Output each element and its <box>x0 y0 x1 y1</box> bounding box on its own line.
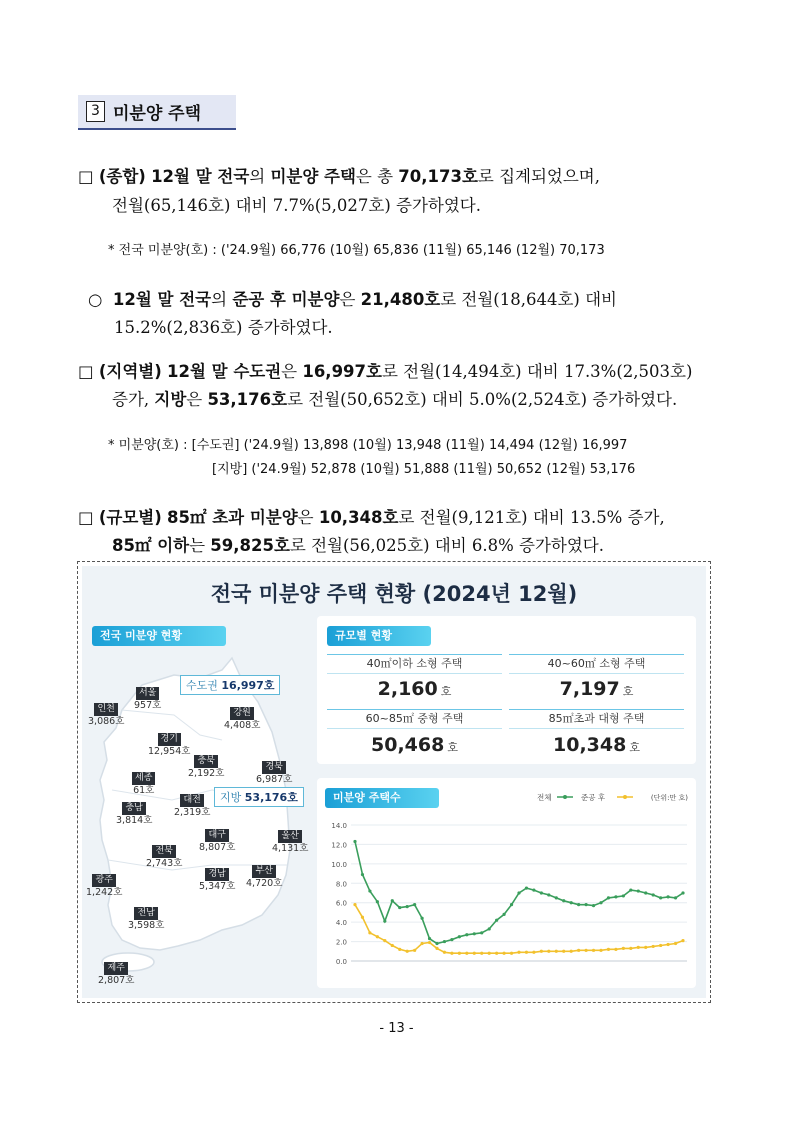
region-jeju: 제주 2,807호 <box>98 963 135 986</box>
data-point <box>376 935 379 938</box>
local-area-tag: 지방 53,176호 <box>214 787 304 807</box>
data-point <box>532 951 535 954</box>
paragraph-overall: □ (종합) 12월 말 전국의 미분양 주택은 총 70,173호로 집계되었으며, <box>78 167 600 186</box>
data-point <box>413 949 416 952</box>
data-point <box>637 889 640 892</box>
data-point <box>420 942 423 945</box>
region-gwangju: 광주 1,242호 <box>86 875 123 898</box>
infographic-title: 전국 미분양 주택 현황 (2024년 12월) <box>210 582 578 606</box>
data-point <box>420 917 423 920</box>
data-point <box>376 900 379 903</box>
data-point <box>428 937 431 940</box>
data-point <box>599 901 602 904</box>
legend-marker <box>563 795 567 799</box>
data-point <box>637 946 640 949</box>
data-point <box>383 939 386 942</box>
data-point <box>502 952 505 955</box>
data-point <box>599 949 602 952</box>
data-point <box>368 889 371 892</box>
y-tick-label: 6.0 <box>335 899 347 908</box>
region-gyeonggi: 경기 12,954호 <box>148 734 191 757</box>
map-section-label: 전국 미분양 현황 <box>92 626 226 646</box>
region-sejong: 세종 61호 <box>133 773 155 796</box>
data-point <box>614 948 617 951</box>
trend-card <box>317 778 696 988</box>
data-point <box>607 948 610 951</box>
data-point <box>592 904 595 907</box>
region-ulsan: 울산 4,131호 <box>272 831 309 854</box>
note-regional-2: [지방] ('24.9월) 52,878 (10월) 51,888 (11월) 50,652 (12월) 53,176 <box>212 462 636 477</box>
paragraph-overall-line2: 전월(65,146호) 대비 7.7%(5,027호) 증가하였다. <box>112 196 481 215</box>
data-point <box>406 950 409 953</box>
section-number: 3 <box>86 101 105 122</box>
data-point <box>473 952 476 955</box>
data-point <box>622 894 625 897</box>
data-point <box>622 947 625 950</box>
page-number: - 13 - <box>379 1021 414 1036</box>
paragraph-completed-line2: 15.2%(2,836호) 증가하였다. <box>114 318 333 337</box>
region-seoul: 서울 957호 <box>134 688 162 711</box>
data-point <box>644 946 647 949</box>
data-point <box>480 931 483 934</box>
y-tick-label: 12.0 <box>331 841 347 850</box>
data-point <box>577 949 580 952</box>
note-regional-1: * 미분양(호) : [수도권] ('24.9월) 13,898 (10월) 13,948 (11월) 14,494 (12월) 16,997 <box>108 438 628 453</box>
region-jeonnam: 전남 3,598호 <box>128 908 165 931</box>
size-section-label: 규모별 현황 <box>327 626 431 646</box>
data-point <box>681 891 684 894</box>
data-point <box>584 903 587 906</box>
data-point <box>473 932 476 935</box>
size-value-1: 2,160 호 <box>377 678 452 700</box>
data-point <box>562 899 565 902</box>
data-point <box>443 940 446 943</box>
data-point <box>353 840 356 843</box>
data-point <box>666 943 669 946</box>
data-point <box>659 896 662 899</box>
data-point <box>361 916 364 919</box>
region-jeonbuk: 전북 2,743호 <box>146 846 183 869</box>
size-card <box>317 616 696 764</box>
data-point <box>570 901 573 904</box>
paragraph-completed: ○ 12월 말 전국의 준공 후 미분양은 21,480호로 전월(18,644호) 대비 <box>88 290 617 309</box>
data-point <box>480 952 483 955</box>
data-point <box>368 931 371 934</box>
data-point <box>547 950 550 953</box>
data-point <box>666 895 669 898</box>
size-label-3: 60~85㎡ 중형 주택 <box>327 709 502 729</box>
data-point <box>592 949 595 952</box>
data-point <box>584 949 587 952</box>
paragraph-size: □ (규모별) 85㎡ 초과 미분양은 10,348호로 전월(9,121호) 대비 13.5% 증가, <box>78 508 665 527</box>
paragraph-size-line2: 85㎡ 이하는 59,825호로 전월(56,025호) 대비 6.8% 증가하였다. <box>112 536 604 555</box>
data-point <box>458 935 461 938</box>
data-point <box>614 895 617 898</box>
data-point <box>659 944 662 947</box>
data-point <box>391 899 394 902</box>
data-point <box>607 896 610 899</box>
data-point <box>570 950 573 953</box>
region-daejeon: 대전 2,319호 <box>174 795 211 818</box>
size-label-2: 40~60㎡ 소형 주택 <box>509 654 684 674</box>
infographic <box>82 566 706 998</box>
size-label-1: 40㎡이하 소형 주택 <box>327 654 502 674</box>
size-value-2: 7,197 호 <box>559 678 634 700</box>
data-point <box>435 942 438 945</box>
data-point <box>577 903 580 906</box>
data-point <box>398 948 401 951</box>
data-point <box>517 891 520 894</box>
data-point <box>465 952 468 955</box>
data-point <box>555 896 558 899</box>
data-point <box>495 952 498 955</box>
size-value-3: 50,468 호 <box>371 734 458 756</box>
region-daegu: 대구 8,807호 <box>199 830 236 853</box>
data-point <box>525 951 528 954</box>
data-point <box>488 927 491 930</box>
data-point <box>406 905 409 908</box>
trend-line-chart <box>317 778 696 988</box>
section-header <box>78 95 236 130</box>
y-tick-label: 10.0 <box>331 860 347 869</box>
y-tick-label: 2.0 <box>335 938 347 947</box>
data-point <box>383 920 386 923</box>
data-point <box>413 903 416 906</box>
data-point <box>674 942 677 945</box>
data-point <box>488 952 491 955</box>
data-point <box>495 919 498 922</box>
data-point <box>517 951 520 954</box>
data-point <box>353 903 356 906</box>
y-tick-label: 8.0 <box>335 880 347 889</box>
data-point <box>458 952 461 955</box>
data-point <box>510 952 513 955</box>
y-tick-label: 14.0 <box>331 822 347 830</box>
section-title: 미분양 주택 <box>113 104 202 124</box>
data-point <box>644 891 647 894</box>
paragraph-regional: □ (지역별) 12월 말 수도권은 16,997호로 전월(14,494호) 대비 17.3%(2,503호) <box>78 362 693 381</box>
data-point <box>540 891 543 894</box>
region-chungnam: 충남 3,814호 <box>116 803 153 826</box>
data-point <box>450 938 453 941</box>
data-point <box>435 947 438 950</box>
region-chungbuk: 충북 2,192호 <box>188 756 225 779</box>
data-point <box>510 903 513 906</box>
y-tick-label: 4.0 <box>335 919 347 928</box>
region-gangwon: 강원 4,408호 <box>224 708 261 731</box>
region-incheon: 인천 3,086호 <box>88 704 125 727</box>
data-point <box>465 933 468 936</box>
y-tick-label: 0.0 <box>335 958 347 966</box>
data-point <box>629 888 632 891</box>
data-point <box>532 888 535 891</box>
paragraph-regional-line2: 증가, 지방은 53,176호로 전월(50,652호) 대비 5.0%(2,524호) 증가하였다. <box>112 390 678 409</box>
data-point <box>652 945 655 948</box>
data-point <box>629 947 632 950</box>
legend-marker <box>623 795 627 799</box>
legend-label: 전체 <box>537 793 552 802</box>
note-national: * 전국 미분양(호) : ('24.9월) 66,776 (10월) 65,836 (11월) 65,146 (12월) 70,173 <box>108 243 605 258</box>
data-point <box>450 952 453 955</box>
data-point <box>652 893 655 896</box>
data-point <box>547 893 550 896</box>
region-gyeongnam: 경남 5,347호 <box>199 869 236 892</box>
series-line <box>355 905 683 954</box>
data-point <box>398 906 401 909</box>
data-point <box>391 944 394 947</box>
unit-note: (단위:만 호) <box>650 794 688 802</box>
trend-section-label: 미분양 주택수 <box>325 788 439 808</box>
data-point <box>443 951 446 954</box>
data-point <box>562 950 565 953</box>
data-point <box>681 939 684 942</box>
region-gyeongbuk: 경북 6,987호 <box>256 762 293 785</box>
data-point <box>361 873 364 876</box>
size-label-4: 85㎡초과 대형 주택 <box>509 709 684 729</box>
region-busan: 부산 4,720호 <box>246 866 283 889</box>
data-point <box>540 950 543 953</box>
data-point <box>502 913 505 916</box>
capital-area-tag: 수도권 16,997호 <box>180 675 280 695</box>
data-point <box>555 950 558 953</box>
data-point <box>674 896 677 899</box>
size-value-4: 10,348 호 <box>553 734 640 756</box>
data-point <box>428 941 431 944</box>
legend-label: 준공 후 <box>581 793 606 802</box>
data-point <box>525 887 528 890</box>
